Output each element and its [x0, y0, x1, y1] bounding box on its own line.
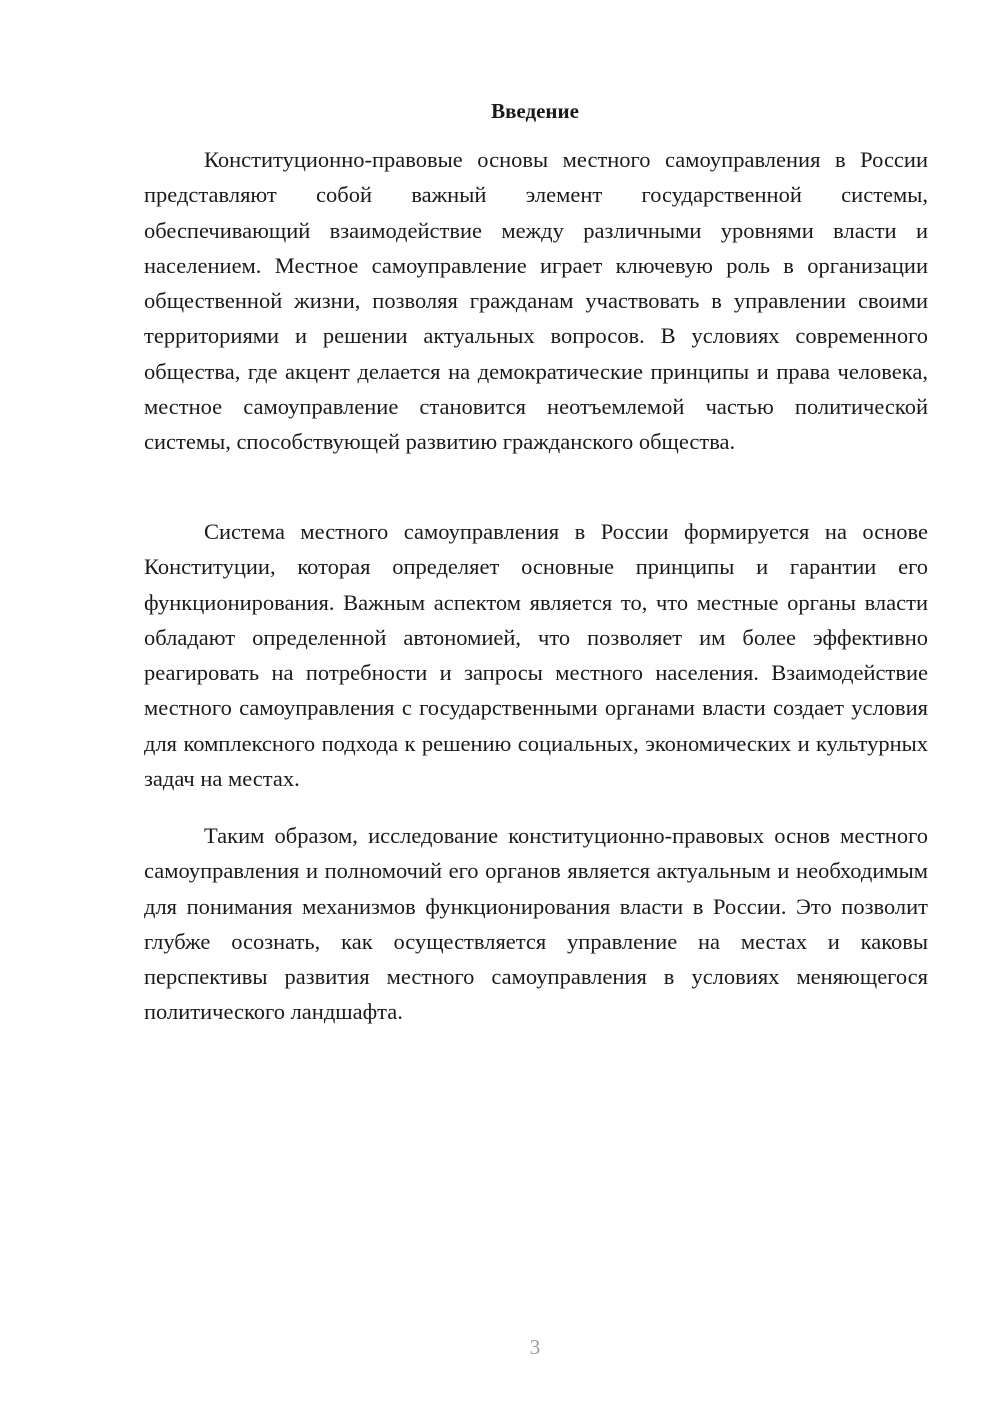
paragraph-1: Конституционно-правовые основы местного самоуправления в России представляют собой важный элемент государственной системы, обеспечивающий взаимодействие между различными уровнями власти и населением. Местное самоуправление играет ключевую роль в организации общественной жизни, позволяя гражданам участвовать в управлении своими территориями и решении актуальных вопросов. В условиях современного общества, где акцент делается на демократические принципы и права человека, местное самоуправление становится неотъемлемой частью политической системы, способствующей развитию гражданского общества.	[144, 147, 928, 455]
page-number: 3	[529, 1335, 541, 1359]
paragraph-2: Система местного самоуправления в России формируется на основе Конституции, которая определяет основные принципы и гарантии его функционирования. Важным аспектом является то, что местные органы власти обладают определенной автономией, что позволяет им более эффективно реагировать на потребности и запросы местного населения. Взаимодействие местного самоуправления с государственными органами власти создает условия для комплексного подхода к решению социальных, экономических и культурных задач на местах.	[144, 519, 928, 792]
page-title: Введение	[491, 99, 579, 123]
paragraph-3: Таким образом, исследование конституционно-правовых основ местного самоуправления и полномочий его органов является актуальным и необходимым для понимания механизмов функционирования власти в России. Это позволит глубже осознать, как осуществляется управление на местах и каковы перспективы развития местного самоуправления в условиях меняющегося политического ландшафта.	[144, 823, 928, 1025]
